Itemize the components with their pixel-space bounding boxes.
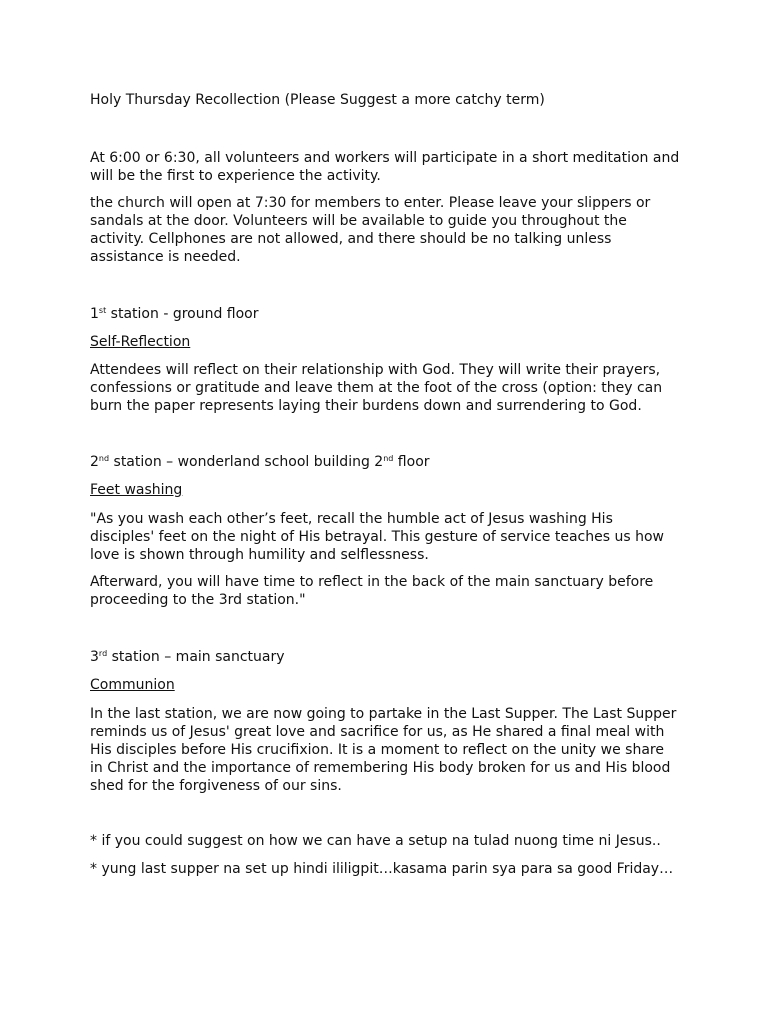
station-2-body-1: "As you wash each other’s feet, recall the humble act of Jesus washing His disciples' feet on the night of His betrayal. This gesture of service teaches us how love is shown through humility and selflessness. xyxy=(90,511,664,563)
note-1: * if you could suggest on how we can have a setup na tulad nuong time ni Jesus.. xyxy=(90,833,661,849)
station-2-body-2: Afterward, you will have time to reflect in the back of the main sanctuary before proceeding to the 3rd station." xyxy=(90,574,654,608)
intro-paragraph-1: At 6:00 or 6:30, all volunteers and workers will participate in a short meditation and will be the first to experience the activity. xyxy=(90,150,680,184)
intro-paragraph-2: the church will open at 7:30 for members to enter. Please leave your slippers or sandals at the door. Volunteers will be available to guide you throughout the activity. Cellphones are not allowed, and there should be no talking unless assistance is needed. xyxy=(90,195,651,265)
station-2-heading: 2nd station – wonderland school building 2nd floor xyxy=(90,454,430,470)
station-3-heading: 3rd station – main sanctuary xyxy=(90,649,285,665)
note-2: * yung last supper na set up hindi ililigpit…kasama parin sya para sa good Friday… xyxy=(90,861,674,877)
station-2-subtitle: Feet washing xyxy=(90,482,183,498)
document-title: Holy Thursday Recollection (Please Suggest a more catchy term) xyxy=(90,92,545,108)
station-3-body: In the last station, we are now going to partake in the Last Supper. The Last Supper reminds us of Jesus' great love and sacrifice for us, as He shared a final meal with His disciples before His crucifixion. It is a moment to reflect on the unity we share in Christ and the importance of remembering His body broken for us and His blood shed for the forgiveness of our sins. xyxy=(90,706,677,794)
station-3-subtitle: Communion xyxy=(90,677,175,693)
station-1-body: Attendees will reflect on their relationship with God. They will write their prayers, confessions or gratitude and leave them at the foot of the cross (option: they can burn the paper represents laying their burdens down and surrendering to God. xyxy=(90,362,663,414)
station-1-subtitle: Self-Reflection xyxy=(90,334,191,350)
station-1-heading: 1st station - ground floor xyxy=(90,306,259,322)
